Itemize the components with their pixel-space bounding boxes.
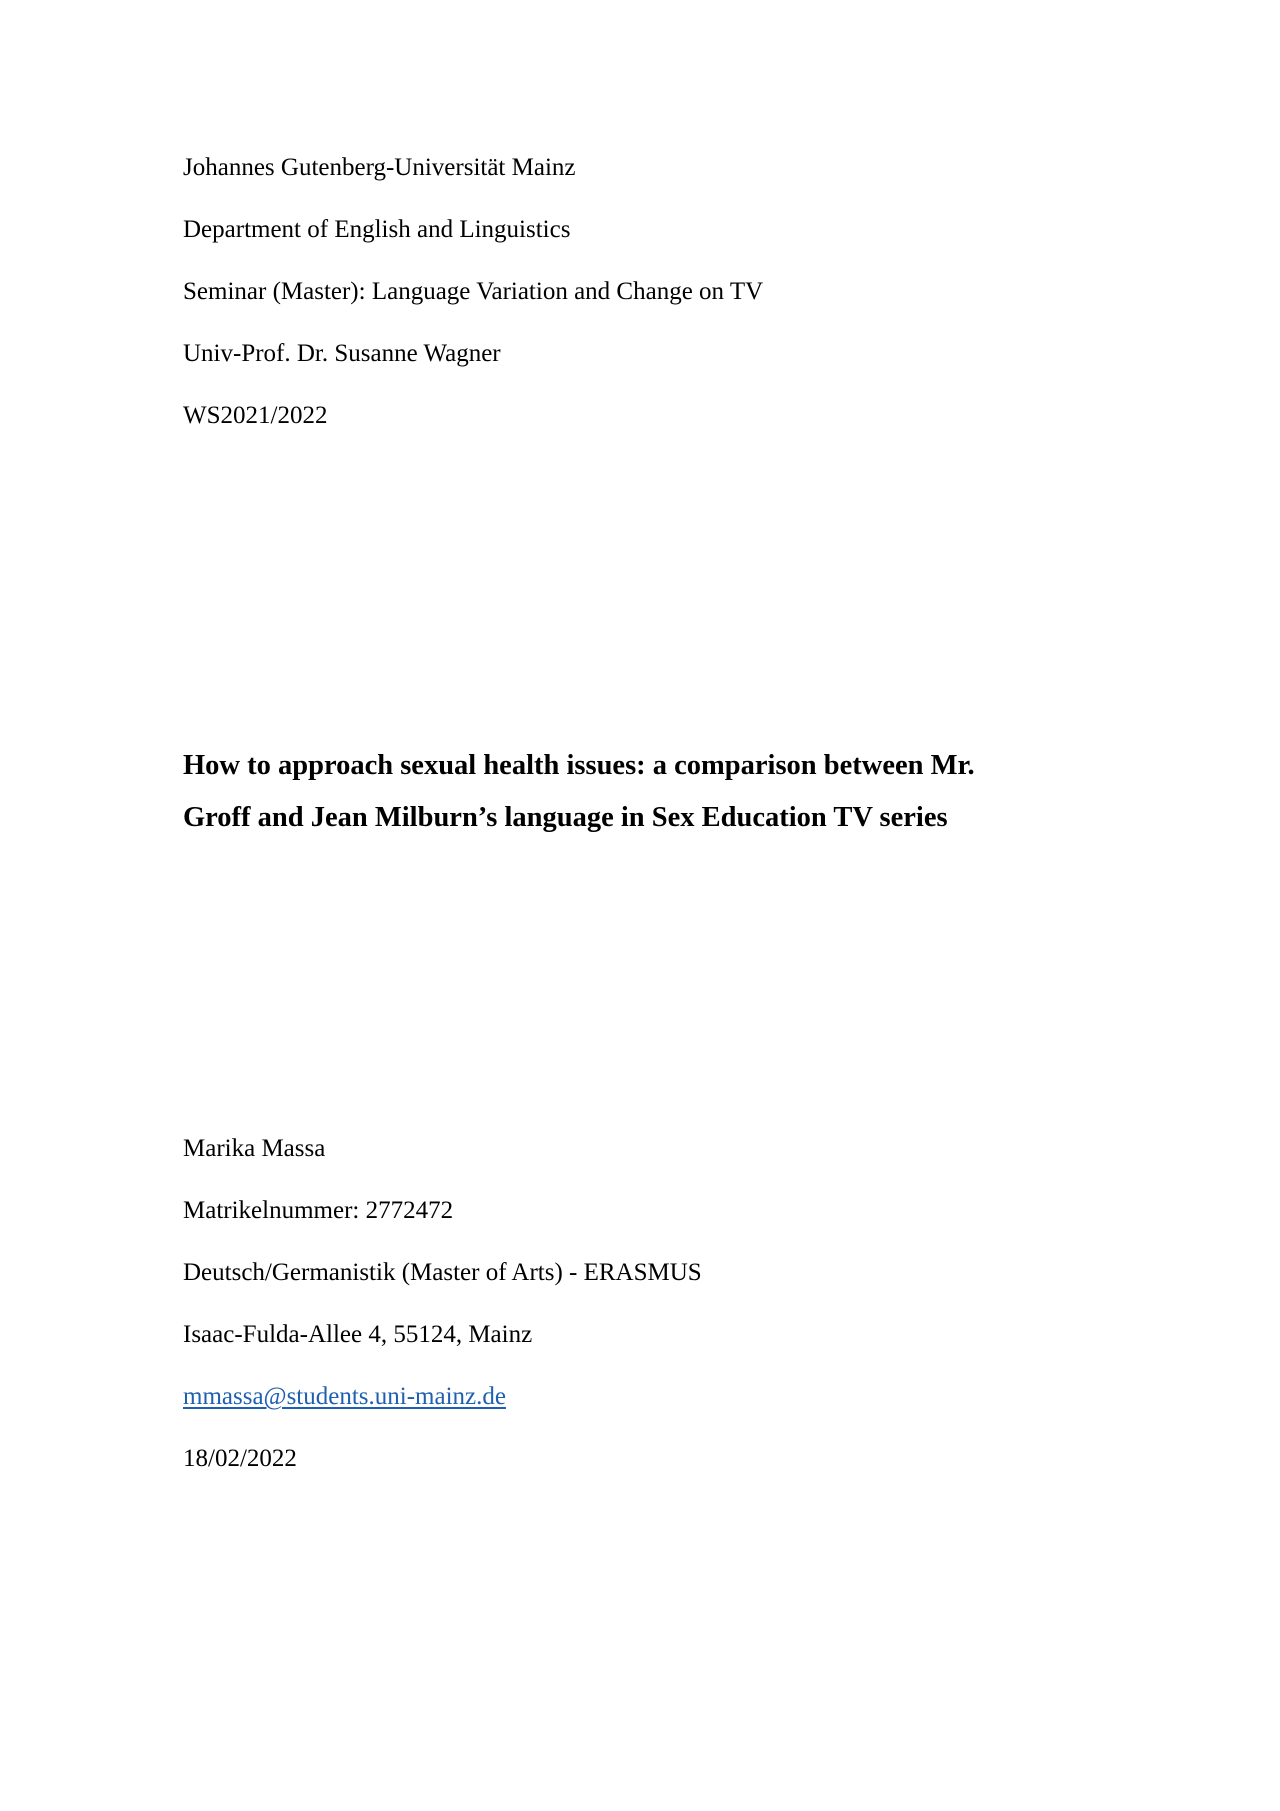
email-line [183, 1382, 506, 1412]
semester: WS2021/2022 [183, 402, 328, 429]
university-name: Johannes Gutenberg-Universität Mainz [183, 154, 576, 181]
paper-title-line-2: Groff and Jean Milburn’s language in Sex Education TV series [183, 802, 948, 833]
department-name: Department of English and Linguistics [183, 216, 571, 243]
email-link[interactable]: mmassa@students.uni-mainz.de [183, 1383, 506, 1410]
study-program: Deutsch/Germanistik (Master of Arts) - ERASMUS [183, 1259, 702, 1286]
submission-date: 18/02/2022 [183, 1445, 297, 1472]
professor-name: Univ-Prof. Dr. Susanne Wagner [183, 340, 501, 367]
seminar-name: Seminar (Master): Language Variation and Change on TV [183, 278, 764, 305]
matriculation-number: Matrikelnummer: 2772472 [183, 1197, 454, 1224]
paper-title [183, 740, 1083, 844]
author-address: Isaac-Fulda-Allee 4, 55124, Mainz [183, 1321, 533, 1348]
author-name: Marika Massa [183, 1135, 326, 1162]
paper-title-line-1: How to approach sexual health issues: a comparison between Mr. [183, 750, 975, 781]
